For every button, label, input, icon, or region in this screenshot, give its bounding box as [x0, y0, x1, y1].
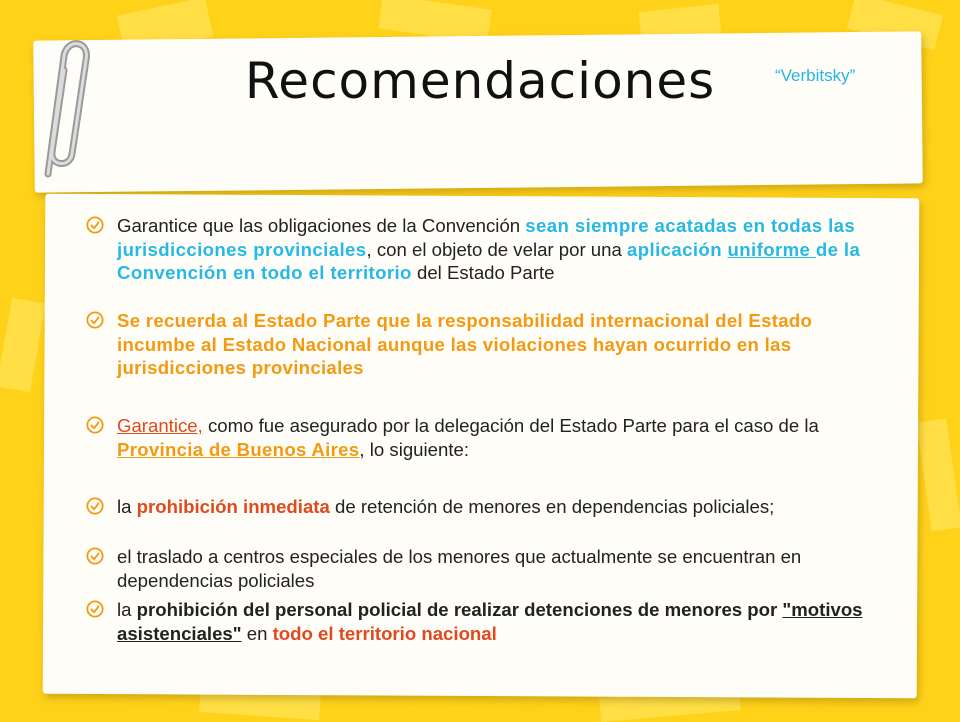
- item-text: [117, 495, 875, 519]
- underlined-text: uniforme: [727, 238, 816, 260]
- item-text: [117, 214, 875, 285]
- underlined-text: Provincia de Buenos Aires: [117, 438, 360, 460]
- circle-check-icon: [86, 216, 104, 234]
- item-text: [117, 545, 875, 592]
- background-shape: [0, 298, 46, 393]
- highlight-text: sean siempre acatadas en todas las jurisdicciones provinciales: [117, 215, 856, 260]
- underlined-text: Garantice,: [117, 415, 203, 436]
- circle-check-icon: [86, 311, 104, 329]
- circle-check-icon: [86, 547, 104, 565]
- item-text: [117, 598, 875, 645]
- circle-check-icon: [86, 497, 104, 515]
- author-label: “Verbitsky”: [775, 66, 856, 85]
- highlight-text: prohibición inmediata: [136, 496, 330, 517]
- underlined-text: "motivos asistenciales": [117, 599, 863, 644]
- circle-check-icon: [86, 416, 104, 434]
- item-text: [117, 309, 875, 380]
- text-run: en: [241, 622, 273, 644]
- page-title: Recomendaciones: [244, 52, 716, 110]
- circle-check-icon: [86, 600, 104, 618]
- highlight-text: Se recuerda al Estado Parte que la responsabilidad internacional del Estado incumbe al Estado Nacional aunque las violaciones hayan ocurrido en las jurisdicciones provinciales: [117, 310, 813, 378]
- bold-text: prohibición del personal policial de realizar detenciones de menores por: [136, 599, 783, 620]
- highlight-text: todo el territorio nacional: [272, 622, 497, 644]
- text-run: la: [117, 599, 137, 620]
- background-shape: [916, 418, 960, 531]
- text-run: Garantice que las obligaciones de la Convención: [117, 215, 526, 236]
- highlight-text: de la Convención en todo el territorio: [117, 238, 861, 283]
- text-run: del Estado Parte: [411, 262, 555, 283]
- text-run: de retención de menores en dependencias policiales;: [329, 496, 775, 517]
- text-run: el traslado a centros especiales de los menores que actualmente se encuentran en dependencias policiales: [117, 546, 802, 591]
- text-run: , lo siguiente:: [359, 438, 469, 460]
- text-run: , con el objeto de velar por una: [366, 238, 628, 260]
- item-text: [117, 414, 875, 461]
- text-run: la: [117, 496, 137, 517]
- highlight-text: aplicación: [627, 238, 728, 260]
- text-run: como fue asegurado por la delegación del Estado Parte para el caso de la: [202, 415, 819, 436]
